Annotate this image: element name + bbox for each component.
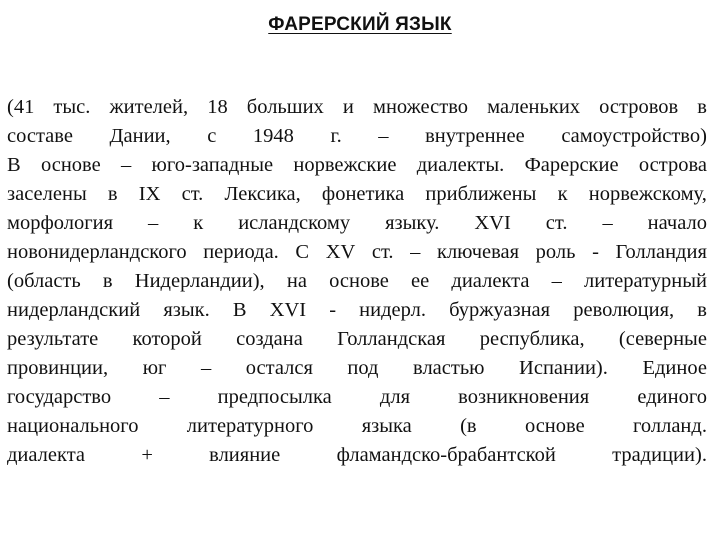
word: исландскому bbox=[238, 212, 351, 234]
word: традиции). bbox=[612, 444, 707, 466]
word: в bbox=[107, 183, 118, 205]
word: Фарерские bbox=[524, 154, 619, 176]
word: республика, bbox=[479, 328, 585, 350]
word: Единое bbox=[642, 357, 707, 379]
word: (область bbox=[7, 270, 81, 292]
word: – bbox=[378, 125, 389, 147]
word: которой bbox=[132, 328, 202, 350]
word: языка bbox=[361, 415, 412, 437]
word: остался bbox=[245, 357, 313, 379]
word: основе bbox=[329, 270, 389, 292]
word: IX bbox=[138, 183, 161, 205]
text-line bbox=[7, 267, 707, 296]
word: В bbox=[232, 299, 247, 321]
word: Голландская bbox=[337, 328, 446, 350]
word: буржуазная bbox=[449, 299, 551, 321]
word: Нидерландии), bbox=[134, 270, 265, 292]
text-line bbox=[7, 412, 707, 441]
word: к bbox=[557, 183, 568, 205]
text-line bbox=[7, 122, 707, 151]
word: создана bbox=[236, 328, 303, 350]
word: революция, bbox=[573, 299, 675, 321]
word: в bbox=[697, 96, 707, 118]
word: В bbox=[7, 154, 21, 176]
word: фламандско-брабантской bbox=[336, 444, 556, 466]
word: языку. bbox=[385, 212, 440, 234]
word: приближены bbox=[425, 183, 537, 205]
word: основе bbox=[40, 154, 101, 176]
word: самоустройство) bbox=[561, 125, 707, 147]
text-line bbox=[7, 441, 707, 470]
word: влияние bbox=[209, 444, 281, 466]
word: (41 bbox=[7, 96, 35, 118]
word: норвежскому, bbox=[588, 183, 707, 205]
word: множество bbox=[372, 96, 469, 118]
word: (в bbox=[460, 415, 477, 437]
word: под bbox=[347, 357, 379, 379]
word: литературный bbox=[584, 270, 707, 292]
word: – bbox=[410, 241, 421, 263]
word: – bbox=[121, 154, 132, 176]
word: диалекты. bbox=[416, 154, 505, 176]
text-line bbox=[7, 325, 707, 354]
text-line bbox=[7, 151, 707, 180]
word: ключевая bbox=[436, 241, 520, 263]
word: роль bbox=[535, 241, 576, 263]
word: язык. bbox=[163, 299, 210, 321]
word: острова bbox=[638, 154, 707, 176]
text-line bbox=[7, 354, 707, 383]
word: в bbox=[697, 299, 707, 321]
word: юго-западные bbox=[151, 154, 274, 176]
text-line bbox=[7, 209, 707, 238]
word: Лексика, bbox=[224, 183, 301, 205]
word: литературного bbox=[186, 415, 314, 437]
word: – bbox=[551, 270, 562, 292]
word: единого bbox=[637, 386, 707, 408]
text-line bbox=[7, 180, 707, 209]
word: начало bbox=[647, 212, 707, 234]
slide-body-text bbox=[7, 93, 707, 470]
word: XVI bbox=[269, 299, 307, 321]
word: ее bbox=[411, 270, 430, 292]
text-line bbox=[7, 93, 707, 122]
word: Дании, bbox=[109, 125, 171, 147]
word: возникновения bbox=[458, 386, 590, 408]
word: фонетика bbox=[321, 183, 405, 205]
word: г. bbox=[330, 125, 342, 147]
word: жителей, bbox=[109, 96, 189, 118]
word: С bbox=[295, 241, 310, 263]
text-line bbox=[7, 383, 707, 412]
text-line bbox=[7, 238, 707, 267]
word: юг bbox=[142, 357, 167, 379]
word: голланд. bbox=[633, 415, 707, 437]
word: – bbox=[148, 212, 159, 234]
word: заселены bbox=[7, 183, 87, 205]
word: – bbox=[200, 357, 212, 379]
word: на bbox=[286, 270, 307, 292]
word: с bbox=[207, 125, 217, 147]
word: островов bbox=[599, 96, 679, 118]
word: внутреннее bbox=[425, 125, 525, 147]
text-line bbox=[7, 296, 707, 325]
word: XVI bbox=[474, 212, 511, 234]
word: новонидерландского bbox=[7, 241, 187, 263]
word: диалекта bbox=[7, 444, 86, 466]
word: + bbox=[141, 444, 153, 466]
word: периода. bbox=[203, 241, 279, 263]
word: ст. bbox=[545, 212, 568, 234]
word: - bbox=[329, 299, 337, 321]
word: морфология bbox=[7, 212, 114, 234]
word: к bbox=[193, 212, 204, 234]
word: маленьких bbox=[487, 96, 581, 118]
word: норвежские bbox=[293, 154, 397, 176]
word: Голландия bbox=[615, 241, 707, 263]
word: тыс. bbox=[53, 96, 91, 118]
word: государство bbox=[7, 386, 112, 408]
word: властью bbox=[413, 357, 485, 379]
slide-title: ФАРЕРСКИЙ ЯЗЫК bbox=[268, 14, 452, 35]
word: в bbox=[102, 270, 113, 292]
word: XV bbox=[325, 241, 356, 263]
word: провинции, bbox=[7, 357, 109, 379]
word: составе bbox=[7, 125, 73, 147]
word: результате bbox=[7, 328, 99, 350]
word: ст. bbox=[181, 183, 204, 205]
word: основе bbox=[524, 415, 585, 437]
word: 18 bbox=[207, 96, 228, 118]
word: для bbox=[379, 386, 410, 408]
word: предпосылка bbox=[217, 386, 332, 408]
word: больших bbox=[246, 96, 324, 118]
word: нидерл. bbox=[359, 299, 426, 321]
word: национального bbox=[7, 415, 139, 437]
word: 1948 bbox=[252, 125, 294, 147]
word: диалекта bbox=[451, 270, 530, 292]
word: - bbox=[592, 241, 599, 263]
word: – bbox=[602, 212, 613, 234]
word: ст. bbox=[371, 241, 394, 263]
word: (северные bbox=[618, 328, 707, 350]
word: Испании). bbox=[519, 357, 608, 379]
word: – bbox=[159, 386, 170, 408]
word: и bbox=[342, 96, 354, 118]
word: нидерландский bbox=[7, 299, 141, 321]
